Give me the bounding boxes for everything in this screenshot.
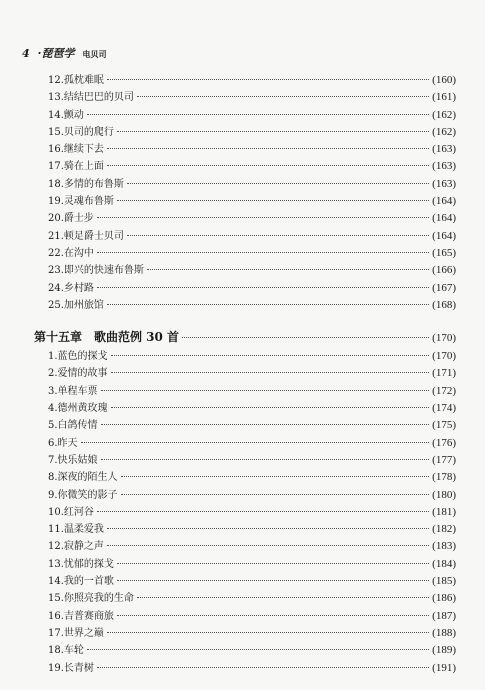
entry-title: 17.世界之巅 — [48, 627, 104, 639]
entry-page: (164) — [432, 195, 456, 208]
entry-page: (176) — [432, 436, 456, 449]
leader-dots — [107, 148, 429, 149]
toc-entry[interactable] — [48, 452, 456, 469]
toc-section-b — [48, 348, 456, 677]
table-of-contents — [34, 72, 456, 677]
leader-dots — [81, 442, 430, 443]
toc-entry[interactable] — [48, 107, 456, 124]
entry-page: (181) — [432, 505, 456, 518]
entry-page: (174) — [432, 402, 456, 415]
entry-page: (171) — [432, 367, 456, 380]
entry-title: 11.温柔爱我 — [48, 524, 104, 536]
entry-page: (161) — [432, 91, 456, 104]
leader-dots — [121, 476, 430, 477]
entry-page: (175) — [432, 419, 456, 432]
page-header — [22, 45, 107, 61]
entry-title: 13.结结巴巴的贝司 — [48, 92, 134, 104]
leader-dots — [97, 252, 429, 253]
entry-page: (184) — [432, 557, 456, 570]
toc-entry[interactable] — [48, 228, 456, 245]
leader-dots — [97, 287, 429, 288]
page-number: 4 — [22, 47, 30, 60]
toc-entry[interactable] — [48, 400, 456, 417]
entry-page: (166) — [432, 264, 456, 277]
entry-title: 14.我的一首歌 — [48, 576, 114, 588]
toc-entry[interactable] — [48, 435, 456, 452]
leader-dots — [107, 165, 429, 166]
entry-page: (165) — [432, 246, 456, 259]
leader-dots — [97, 511, 429, 512]
toc-entry[interactable] — [48, 124, 456, 141]
leader-dots — [127, 235, 429, 236]
toc-entry[interactable] — [48, 504, 456, 521]
leader-dots — [137, 96, 429, 97]
entry-title: 5.白鸽传情 — [48, 420, 98, 432]
toc-entry[interactable] — [48, 176, 456, 193]
entry-page: (186) — [432, 592, 456, 605]
entry-page: (168) — [432, 298, 456, 311]
entry-page: (185) — [432, 575, 456, 588]
leader-dots — [182, 337, 429, 338]
leader-dots — [107, 545, 429, 546]
toc-entry[interactable] — [48, 210, 456, 227]
toc-entry[interactable] — [48, 158, 456, 175]
book-subtitle: 电贝司 — [82, 49, 107, 59]
toc-entry[interactable] — [48, 193, 456, 210]
entry-title: 9.你微笑的影子 — [48, 489, 118, 501]
entry-page: (191) — [432, 661, 456, 674]
toc-entry[interactable] — [48, 556, 456, 573]
leader-dots — [117, 200, 429, 201]
entry-title: 12.孤枕难眠 — [48, 75, 104, 86]
entry-page: (188) — [432, 626, 456, 639]
toc-entry[interactable] — [48, 660, 456, 677]
entry-page: (164) — [432, 212, 456, 225]
entry-page: (164) — [432, 229, 456, 242]
entry-title: 1.蓝色的探戈 — [48, 351, 108, 363]
entry-title: 7.快乐姑娘 — [48, 454, 98, 466]
chapter-page: (170) — [432, 332, 456, 345]
leader-dots — [111, 407, 430, 408]
entry-page: (162) — [432, 108, 456, 121]
entry-title: 25.加州旅馆 — [48, 299, 104, 311]
entry-page: (162) — [432, 125, 456, 138]
leader-dots — [117, 131, 429, 132]
entry-page: (187) — [432, 609, 456, 622]
leader-dots — [111, 372, 430, 373]
leader-dots — [127, 183, 429, 184]
leader-dots — [101, 424, 430, 425]
entry-title: 24.乡村路 — [48, 282, 94, 294]
entry-title: 4.德州黄玫瑰 — [48, 403, 108, 415]
toc-entry[interactable] — [48, 573, 456, 590]
leader-dots — [97, 667, 429, 668]
toc-entry[interactable] — [48, 538, 456, 555]
toc-entry[interactable] — [48, 89, 456, 106]
entry-title: 20.爵士步 — [48, 213, 94, 225]
entry-title: 19.长青树 — [48, 662, 94, 674]
toc-entry[interactable] — [48, 521, 456, 538]
leader-dots — [111, 355, 430, 356]
toc-entry[interactable] — [48, 608, 456, 625]
entry-title: 22.在沟中 — [48, 247, 94, 259]
toc-section-a — [48, 72, 456, 314]
toc-entry[interactable] — [48, 72, 456, 89]
entry-title: 8.深夜的陌生人 — [48, 472, 118, 484]
entry-page: (167) — [432, 281, 456, 294]
entry-title: 15.贝司的爬行 — [48, 126, 114, 138]
toc-entry[interactable] — [48, 417, 456, 434]
leader-dots — [107, 528, 429, 529]
leader-dots — [121, 494, 430, 495]
entry-title: 19.灵魂布鲁斯 — [48, 196, 114, 208]
chapter-title: 第十五章 歌曲范例 30 首 — [34, 330, 180, 345]
leader-dots — [107, 304, 429, 305]
entry-title: 21.顿足爵士贝司 — [48, 230, 124, 242]
leader-dots — [107, 79, 429, 80]
entry-page: (170) — [432, 350, 456, 363]
entry-title: 17.骑在上面 — [48, 161, 104, 173]
toc-entry[interactable] — [48, 262, 456, 279]
entry-title: 13.忧郁的探戈 — [48, 558, 114, 570]
entry-page: (182) — [432, 523, 456, 536]
leader-dots — [87, 649, 429, 650]
entry-title: 18.车轮 — [48, 645, 84, 657]
leader-dots — [107, 632, 429, 633]
entry-page: (180) — [432, 488, 456, 501]
toc-entry[interactable] — [48, 297, 456, 314]
leader-dots — [117, 563, 429, 564]
toc-entry[interactable] — [48, 642, 456, 659]
entry-title: 10.红河谷 — [48, 506, 94, 518]
toc-entry[interactable] — [48, 383, 456, 400]
entry-title: 18.多情的布鲁斯 — [48, 178, 124, 190]
toc-entry[interactable] — [48, 365, 456, 382]
entry-page: (163) — [432, 160, 456, 173]
entry-page: (163) — [432, 177, 456, 190]
leader-dots — [97, 217, 429, 218]
entry-title: 2.爱情的故事 — [48, 368, 108, 380]
entry-title: 23.即兴的快速布鲁斯 — [48, 265, 144, 277]
entry-title: 3.单程车票 — [48, 385, 98, 397]
entry-page: (177) — [432, 453, 456, 466]
entry-page: (178) — [432, 471, 456, 484]
entry-page: (163) — [432, 143, 456, 156]
toc-entry[interactable] — [48, 280, 456, 297]
entry-title: 14.颤动 — [48, 109, 84, 121]
toc-entry[interactable] — [48, 487, 456, 504]
entry-page: (183) — [432, 540, 456, 553]
entry-page: (172) — [432, 384, 456, 397]
toc-entry[interactable] — [48, 590, 456, 607]
entry-title: 16.继续下去 — [48, 144, 104, 156]
entry-title: 16.吉普赛商旅 — [48, 610, 114, 622]
entry-title: 12.寂静之声 — [48, 541, 104, 553]
leader-dots — [101, 390, 430, 391]
leader-dots — [147, 269, 429, 270]
toc-entry[interactable] — [48, 348, 456, 365]
leader-dots — [87, 114, 429, 115]
toc-entry[interactable] — [48, 625, 456, 642]
chapter-heading[interactable] — [34, 326, 456, 348]
leader-dots — [117, 615, 429, 616]
leader-dots — [117, 580, 429, 581]
entry-page: (189) — [432, 644, 456, 657]
toc-entry[interactable] — [48, 469, 456, 486]
entry-title: 15.你照亮我的生命 — [48, 593, 134, 605]
entry-title: 6.昨天 — [48, 437, 78, 449]
leader-dots — [137, 597, 429, 598]
toc-entry[interactable] — [48, 141, 456, 158]
toc-entry[interactable] — [48, 245, 456, 262]
book-title: ·琵琶学 — [37, 47, 75, 60]
entry-page: (160) — [432, 74, 456, 86]
leader-dots — [101, 459, 430, 460]
